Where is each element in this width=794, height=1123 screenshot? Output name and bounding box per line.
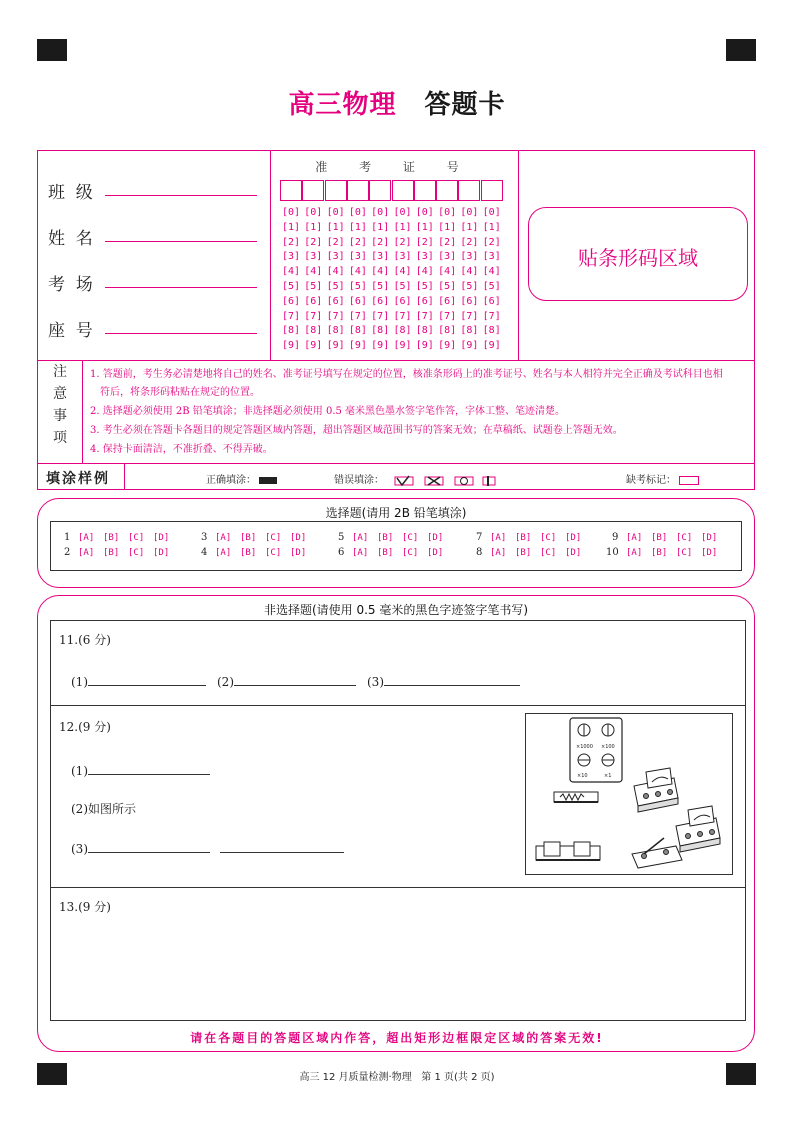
exam-number-bubble[interactable]: [1] [304, 221, 323, 233]
exam-number-bubble[interactable]: [1] [415, 221, 434, 233]
note-item-2: 2. 选择题必须使用 2B 铅笔填涂；非选择题必须使用 0.5 毫米黑色墨水签字笔作答，字体工整、笔迹清楚。 [90, 406, 566, 417]
free-response-title: 非选择题(请使用 0.5 毫米的黑色字迹签字笔书写) [263, 603, 529, 617]
exam-number-bubble[interactable]: [2] [482, 236, 501, 248]
mc-option-bubble[interactable]: [B] [651, 533, 668, 543]
exam-number-bubble[interactable]: [4] [438, 266, 457, 278]
mc-option-bubble[interactable]: [D] [153, 548, 170, 558]
exam-number-bubble[interactable]: [2] [371, 236, 390, 248]
notes-heading-char: 意 [53, 386, 67, 402]
exam-number-bubble[interactable]: [1] [281, 221, 301, 233]
dial-label-x1000: ×1000 [576, 744, 593, 750]
exam-number-bubble[interactable]: [6] [415, 295, 434, 307]
mc-option-bubble[interactable]: [C] [540, 533, 557, 543]
answer-box-q11[interactable] [50, 620, 746, 706]
free-response-section [37, 595, 755, 1052]
exam-number-bubble[interactable]: [6] [393, 295, 412, 307]
exam-number-bubble[interactable]: [7] [348, 310, 367, 322]
mc-option-bubble[interactable]: [B] [515, 533, 532, 543]
notes-heading-char: 事 [53, 408, 67, 424]
exam-number-bubble[interactable]: [8] [438, 325, 457, 337]
note-item-1: 1. 答题前，考生务必清楚地将自己的姓名、准考证号填写在规定的位置，核准条形码上的准考证号、姓名与本人相符并完全正确及考试科目也相 [90, 369, 723, 380]
exam-number-bubble[interactable]: [5] [393, 281, 412, 292]
exam-number-bubble[interactable]: [0] [348, 207, 367, 218]
q11-title: 11.(6 分) [59, 633, 111, 647]
wrong-fill-label: 错误填涂： [334, 475, 384, 486]
exam-number-digit-cell[interactable] [325, 180, 347, 201]
exam-number-bubble[interactable]: [9] [438, 340, 457, 352]
mc-question-number: 4 [201, 547, 208, 558]
class-field[interactable] [105, 195, 257, 196]
exam-number-bubble[interactable]: [8] [304, 325, 323, 337]
exam-number-bubble[interactable]: [0] [415, 207, 434, 218]
mc-question-number: 2 [64, 547, 71, 558]
exam-number-digit-cell[interactable] [347, 180, 369, 201]
title-card: 答题卡 [424, 90, 506, 120]
q12-blank-1 [71, 762, 210, 778]
q11-blank-1-line[interactable] [88, 673, 206, 686]
circuit-figure [525, 713, 733, 875]
exam-number-bubble[interactable]: [1] [371, 221, 390, 233]
mc-option-bubble[interactable]: [D] [701, 533, 718, 543]
correct-fill-sample [206, 471, 277, 486]
q12-blank-3 [71, 840, 344, 856]
q12-blank-1-line[interactable] [88, 762, 210, 775]
exam-number-bubble[interactable]: [8] [348, 325, 367, 337]
exam-number-bubble[interactable]: [6] [438, 295, 457, 307]
multiple-choice-title: 选择题(请用 2B 铅笔填涂) [325, 506, 467, 520]
exam-number-bubble[interactable]: [4] [281, 266, 301, 278]
exam-number-bubble[interactable]: [2] [415, 236, 434, 248]
exam-number-bubble[interactable]: [8] [482, 325, 501, 337]
mc-question-1 [64, 532, 178, 543]
exam-number-digit-cell[interactable] [458, 180, 480, 201]
q11-blank-1-label: (1) [71, 675, 88, 689]
exam-number-bubble[interactable]: [6] [304, 295, 323, 307]
exam-number-bubble[interactable]: [5] [460, 281, 479, 292]
mc-question-6 [338, 547, 452, 558]
mc-option-bubble[interactable]: [C] [402, 533, 419, 543]
exam-number-bubble[interactable]: [5] [482, 281, 501, 292]
q11-blank-3 [367, 673, 520, 689]
q11-blank-3-label: (3) [367, 675, 384, 689]
mc-question-7 [476, 532, 590, 543]
dial-label-x10: ×10 [577, 773, 588, 779]
exam-number-bubble[interactable]: [1] [438, 221, 457, 233]
exam-number-bubble[interactable]: [0] [371, 207, 390, 218]
exam-number-bubble[interactable]: [2] [281, 236, 301, 248]
answer-box-q13[interactable] [50, 887, 746, 1021]
exam-number-bubble[interactable]: [2] [348, 236, 367, 248]
q12-blank-1-label: (1) [71, 764, 88, 778]
note-item-3: 3. 考生必须在答题卡各题目的规定答题区域内答题，超出答题区域范围书写的答案无效；在草稿纸、试题卷上答题无效。 [90, 425, 623, 436]
exam-number-bubble[interactable]: [5] [326, 281, 345, 292]
mc-option-bubble[interactable]: [A] [78, 548, 95, 558]
exam-number-bubble[interactable]: [5] [371, 281, 390, 292]
absent-mark-box[interactable] [679, 476, 699, 485]
q11-blank-2-label: (2) [217, 675, 234, 689]
notes-heading-char: 注 [53, 364, 67, 380]
mc-question-10 [606, 547, 726, 558]
mc-option-bubble[interactable]: [B] [240, 548, 257, 558]
exam-room-field[interactable] [105, 287, 257, 288]
exam-number-bubble[interactable]: [8] [371, 325, 390, 337]
mc-option-bubble[interactable]: [B] [377, 533, 394, 543]
exam-number-digit-cell[interactable] [392, 180, 414, 201]
exam-number-bubble[interactable]: [9] [482, 340, 501, 352]
exam-number-bubble[interactable]: [1] [482, 221, 501, 233]
mc-option-bubble[interactable]: [A] [215, 548, 232, 558]
exam-number-bubble[interactable]: [7] [393, 310, 412, 322]
exam-number-bubble[interactable]: [0] [281, 207, 301, 218]
mc-option-bubble[interactable]: [D] [153, 533, 170, 543]
exam-number-bubble[interactable]: [7] [482, 310, 501, 322]
exam-number-digit-cell[interactable] [481, 180, 503, 201]
exam-number-bubble[interactable]: [9] [304, 340, 323, 352]
exam-number-title: 准 考 证 号 [315, 160, 473, 174]
exam-room-label: 考 场 [48, 275, 93, 295]
exam-number-bubble[interactable]: [7] [326, 310, 345, 322]
mc-question-3 [201, 532, 315, 543]
seat-label: 座 号 [48, 321, 93, 341]
mc-option-bubble[interactable]: [C] [265, 533, 282, 543]
mc-option-bubble[interactable]: [A] [215, 533, 232, 543]
exam-number-bubble[interactable]: [1] [460, 221, 479, 233]
q12-blank-3-line-a[interactable] [88, 840, 210, 853]
exam-number-bubble[interactable]: [6] [281, 295, 301, 307]
circuit-diagram [526, 714, 732, 874]
exam-number-bubble[interactable]: [3] [326, 251, 345, 263]
mc-option-bubble[interactable]: [C] [676, 533, 693, 543]
exam-number-bubble[interactable]: [5] [304, 281, 323, 292]
exam-number-bubble[interactable]: [2] [438, 236, 457, 248]
wrong-fill-sample [334, 471, 497, 487]
exam-number-bubble[interactable]: [2] [326, 236, 345, 248]
exam-number-bubble[interactable]: [3] [438, 251, 457, 263]
exam-number-bubble[interactable]: [7] [281, 310, 301, 322]
mc-question-number: 10 [606, 547, 619, 558]
q12-blank-3-line-b[interactable] [220, 840, 344, 853]
multiple-choice-section [37, 498, 755, 588]
alignment-mark-top-right [726, 39, 756, 61]
name-field[interactable] [105, 241, 257, 242]
notes-heading [38, 361, 82, 461]
mc-question-number: 7 [476, 532, 483, 543]
exam-number-bubble[interactable]: [4] [393, 266, 412, 278]
exam-number-bubble[interactable]: [8] [393, 325, 412, 337]
mc-option-bubble[interactable]: [A] [78, 533, 95, 543]
exam-number-bubble[interactable]: [9] [393, 340, 412, 352]
exam-number-bubble[interactable]: [4] [304, 266, 323, 278]
info-box [37, 150, 755, 490]
exam-number-bubble[interactable]: [4] [326, 266, 345, 278]
seat-field[interactable] [105, 333, 257, 334]
exam-number-bubble[interactable]: [1] [348, 221, 367, 233]
mc-option-bubble[interactable]: [A] [490, 548, 507, 558]
exam-number-bubble[interactable]: [7] [460, 310, 479, 322]
exam-number-bubble[interactable]: [0] [326, 207, 345, 218]
alignment-mark-top-left [37, 39, 67, 61]
exam-number-bubble[interactable]: [2] [460, 236, 479, 248]
exam-number-digit-cell[interactable] [436, 180, 458, 201]
title-subject: 高三物理 [288, 90, 397, 120]
exam-number-bubble[interactable]: [7] [371, 310, 390, 322]
mc-option-bubble[interactable]: [D] [427, 533, 444, 543]
exam-number-bubble[interactable]: [3] [460, 251, 479, 263]
q13-title: 13.(9 分) [59, 900, 111, 914]
exam-number-bubble[interactable]: [2] [393, 236, 412, 248]
exam-number-bubble[interactable]: [3] [304, 251, 323, 263]
correct-fill-label: 正确填涂： [206, 475, 256, 486]
mc-option-bubble[interactable]: [A] [352, 533, 369, 543]
dial-label-x100: ×100 [601, 744, 615, 750]
mc-option-bubble[interactable]: [B] [515, 548, 532, 558]
exam-number-bubble[interactable]: [7] [304, 310, 323, 322]
mc-question-4 [201, 547, 315, 558]
note-item-4: 4. 保持卡面清洁，不准折叠、不得弄破。 [90, 444, 273, 455]
exam-number-bubble[interactable]: [6] [371, 295, 390, 307]
note-item-1-cont: 符后，将条形码粘贴在规定的位置。 [100, 387, 260, 398]
mc-question-number: 3 [201, 532, 208, 543]
mc-question-number: 6 [338, 547, 345, 558]
mc-option-bubble[interactable]: [A] [626, 533, 643, 543]
barcode-label: 贴条形码区域 [578, 246, 698, 270]
mc-option-bubble[interactable]: [C] [128, 533, 145, 543]
exam-number-bubble[interactable]: [9] [415, 340, 434, 352]
exam-number-bubble[interactable]: [9] [326, 340, 345, 352]
divider [518, 151, 519, 361]
exam-number-bubble[interactable]: [5] [348, 281, 367, 292]
mc-question-9 [612, 532, 726, 543]
mc-option-bubble[interactable]: [A] [626, 548, 643, 558]
exam-number-bubble[interactable]: [1] [326, 221, 345, 233]
exam-number-bubble[interactable]: [5] [281, 281, 301, 292]
exam-number-bubble[interactable]: [4] [348, 266, 367, 278]
q11-blank-1 [71, 673, 206, 689]
exam-number-bubble[interactable]: [6] [326, 295, 345, 307]
multiple-choice-box [50, 521, 742, 571]
q12-blank-2-label: (2)如图所示 [71, 802, 136, 816]
divider [124, 463, 125, 489]
exam-number-bubble[interactable]: [9] [460, 340, 479, 352]
mc-question-number: 1 [64, 532, 71, 543]
divider [38, 463, 754, 464]
mc-option-bubble[interactable]: [C] [128, 548, 145, 558]
mc-option-bubble[interactable]: [B] [651, 548, 668, 558]
absent-mark-label: 缺考标记： [626, 475, 676, 486]
exam-number-bubble[interactable]: [0] [482, 207, 501, 218]
exam-number-bubble[interactable]: [0] [460, 207, 479, 218]
mc-option-bubble[interactable]: [B] [377, 548, 394, 558]
exam-number-bubble[interactable]: [3] [281, 251, 301, 263]
name-label: 姓 名 [48, 229, 93, 249]
notes-heading-char: 项 [53, 430, 67, 446]
mc-option-bubble[interactable]: [D] [701, 548, 718, 558]
q11-blank-2-line[interactable] [234, 673, 356, 686]
answer-area-warning: 请在各题目的答题区域内作答，超出矩形边框限定区域的答案无效! [190, 1031, 604, 1045]
exam-number-bubble[interactable]: [4] [371, 266, 390, 278]
exam-number-bubble[interactable]: [3] [393, 251, 412, 263]
q12-title: 12.(9 分) [59, 720, 111, 734]
mc-option-bubble[interactable]: [D] [290, 533, 307, 543]
mc-option-bubble[interactable]: [B] [240, 533, 257, 543]
divider [82, 360, 83, 463]
dial-label-x1: ×1 [604, 773, 612, 779]
exam-number-bubble[interactable]: [4] [415, 266, 434, 278]
exam-number-bubble[interactable]: [9] [371, 340, 390, 352]
exam-number-bubble[interactable]: [4] [482, 266, 501, 278]
barcode-area [528, 207, 748, 301]
exam-number-bubble[interactable]: [9] [348, 340, 367, 352]
q12-blank-2 [71, 800, 136, 817]
mc-option-bubble[interactable]: [D] [290, 548, 307, 558]
exam-number-digit-cell[interactable] [280, 180, 302, 201]
exam-number-digit-cell[interactable] [302, 180, 324, 201]
mc-option-bubble[interactable]: [D] [427, 548, 444, 558]
exam-number-bubble[interactable]: [8] [326, 325, 345, 337]
fill-sample-label: 填涂样例 [46, 471, 110, 487]
mc-option-bubble[interactable]: [C] [540, 548, 557, 558]
answer-box-q12[interactable] [50, 705, 746, 888]
exam-number-bubble[interactable]: [6] [460, 295, 479, 307]
exam-number-bubble[interactable]: [8] [281, 325, 301, 337]
page-footer: 高三 12 月质量检测·物理 第 1 页(共 2 页) [299, 1072, 495, 1083]
q11-blank-2 [217, 673, 356, 689]
page-title [0, 84, 794, 121]
exam-number-bubble[interactable]: [1] [393, 221, 412, 233]
mc-question-8 [476, 547, 590, 558]
exam-number-bubble[interactable]: [2] [304, 236, 323, 248]
exam-number-bubble[interactable]: [3] [371, 251, 390, 263]
exam-number-bubble[interactable]: [4] [460, 266, 479, 278]
exam-number-bubble[interactable]: [6] [482, 295, 501, 307]
exam-number-bubble[interactable]: [0] [438, 207, 457, 218]
exam-number-bubble[interactable]: [7] [438, 310, 457, 322]
exam-number-digit-cell[interactable] [369, 180, 391, 201]
exam-number-bubble[interactable]: [3] [482, 251, 501, 263]
mc-option-bubble[interactable]: [C] [265, 548, 282, 558]
exam-number-bubble[interactable]: [5] [438, 281, 457, 292]
exam-number-bubble[interactable]: [8] [415, 325, 434, 337]
wrong-fill-marks [387, 475, 497, 487]
absent-mark-sample [626, 471, 699, 486]
q11-blank-3-line[interactable] [384, 673, 520, 686]
mc-question-5 [338, 532, 452, 543]
mc-option-bubble[interactable]: [B] [103, 548, 120, 558]
exam-number-bubble[interactable]: [8] [460, 325, 479, 337]
exam-number-bubble[interactable]: [3] [348, 251, 367, 263]
exam-number-bubble[interactable]: [6] [348, 295, 367, 307]
mc-option-bubble[interactable]: [D] [565, 548, 582, 558]
exam-number-bubble[interactable]: [7] [415, 310, 434, 322]
mc-option-bubble[interactable]: [A] [352, 548, 369, 558]
exam-number-bubble[interactable]: [0] [393, 207, 412, 218]
exam-number-bubble[interactable]: [0] [304, 207, 323, 218]
exam-number-bubble[interactable]: [9] [281, 340, 301, 352]
mc-option-bubble[interactable]: [B] [103, 533, 120, 543]
mc-option-bubble[interactable]: [A] [490, 533, 507, 543]
exam-number-bubble[interactable]: [5] [415, 281, 434, 292]
mc-option-bubble[interactable]: [D] [565, 533, 582, 543]
filled-box [259, 477, 277, 484]
class-label: 班 级 [48, 183, 93, 203]
q12-blank-3-label: (3) [71, 842, 88, 856]
mc-option-bubble[interactable]: [C] [402, 548, 419, 558]
mc-question-number: 8 [476, 547, 483, 558]
mc-question-number: 9 [612, 532, 619, 543]
mc-question-number: 5 [338, 532, 345, 543]
exam-number-bubble[interactable]: [3] [415, 251, 434, 263]
mc-option-bubble[interactable]: [C] [676, 548, 693, 558]
mc-question-2 [64, 547, 178, 558]
exam-number-digit-cell[interactable] [414, 180, 436, 201]
